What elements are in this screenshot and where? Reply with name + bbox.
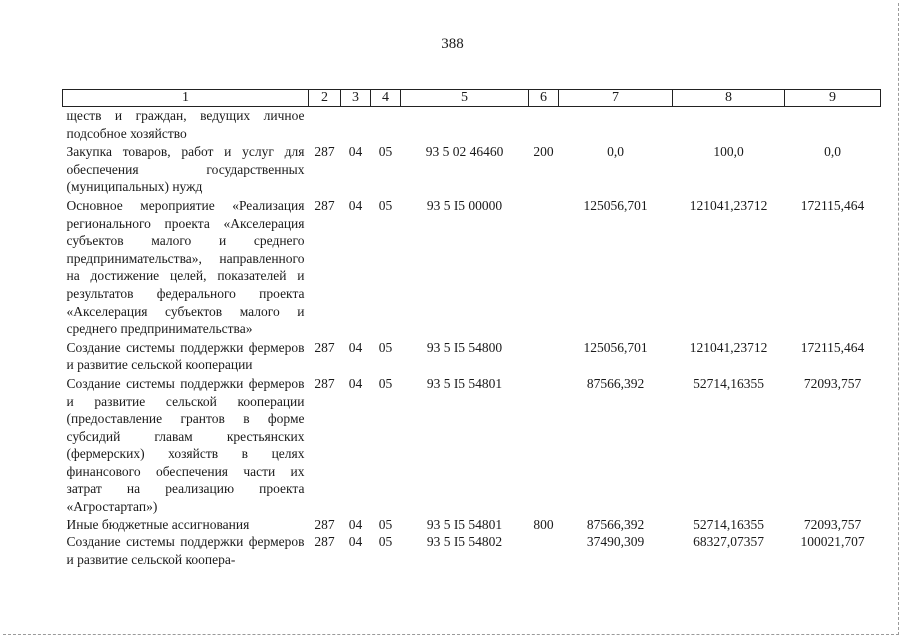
column-header: 8 — [673, 90, 785, 107]
cell-value-2: 121041,23712 — [689, 339, 768, 355]
cell-value-3: 0,0 — [824, 144, 841, 160]
cell-value-3 — [785, 107, 881, 143]
cell-value-3: 72093,757 — [803, 375, 862, 391]
cell-type — [529, 196, 559, 338]
table-row — [63, 107, 881, 143]
cell-target: 93 5 02 46460 — [425, 144, 504, 160]
cell-value-2: 52714,16355 — [693, 516, 764, 532]
cell-value-2: 121041,23712 — [689, 197, 768, 213]
cell-subsection: 05 — [378, 339, 393, 355]
cell-section: 04 — [348, 144, 363, 160]
cell-code: 287 — [314, 144, 335, 160]
cell-subsection: 05 — [378, 516, 393, 532]
cell-section: 04 — [348, 197, 363, 213]
cell-value-2: 52714,16355 — [693, 375, 764, 391]
cell-section: 04 — [348, 375, 363, 391]
cell-target: 93 5 I5 00000 — [426, 197, 503, 213]
cell-value-3: 172115,464 — [800, 339, 865, 355]
table-row — [63, 533, 881, 568]
cell-type: 800 — [533, 516, 554, 532]
cell-target: 93 5 I5 54801 — [426, 375, 503, 391]
table-row — [63, 374, 881, 516]
column-header: 1 — [63, 90, 309, 107]
cell-subsection: 05 — [378, 534, 393, 550]
budget-table — [62, 89, 881, 568]
column-header: 5 — [401, 90, 529, 107]
cell-target: 93 5 I5 54800 — [426, 339, 503, 355]
cell-subsection: 05 — [378, 197, 393, 213]
column-header: 7 — [559, 90, 673, 107]
column-header: 9 — [785, 90, 881, 107]
cell-value-1: 125056,701 — [583, 339, 648, 355]
column-header: 3 — [341, 90, 371, 107]
cell-value-1: 125056,701 — [583, 197, 648, 213]
cell-code: 287 — [314, 375, 335, 391]
table-row — [63, 142, 881, 196]
table-header-row — [63, 90, 881, 107]
row-description: Иные бюджетные ассигнования — [66, 516, 250, 532]
cell-type — [529, 374, 559, 516]
cell-target: 93 5 I5 54801 — [426, 516, 503, 532]
cell-section: 04 — [348, 339, 363, 355]
table-row — [63, 338, 881, 374]
cell-value-1: 87566,392 — [586, 516, 645, 532]
cell-code: 287 — [314, 534, 335, 550]
cell-type — [529, 107, 559, 143]
cell-value-3: 172115,464 — [800, 197, 865, 213]
cell-subsection — [371, 107, 401, 143]
row-description: Создание системы поддержки фермеров и развитие сельской коопера- — [66, 534, 305, 567]
page-number: 388 — [441, 36, 464, 52]
row-description: Создание системы поддержки фермеров и развитие сельской кооперации — [66, 339, 305, 373]
column-header: 4 — [371, 90, 401, 107]
cell-value-2 — [673, 107, 785, 143]
cell-value-1: 0,0 — [607, 144, 624, 160]
cell-value-1 — [559, 107, 673, 143]
table-row — [63, 516, 881, 534]
cell-code: 287 — [314, 197, 335, 213]
cell-target — [401, 107, 529, 143]
cell-code — [309, 107, 341, 143]
cell-type: 200 — [533, 144, 554, 160]
cell-section — [341, 107, 371, 143]
cell-value-2: 100,0 — [713, 144, 744, 160]
cell-subsection: 05 — [378, 375, 393, 391]
cell-section: 04 — [348, 516, 363, 532]
cell-value-1: 37490,309 — [586, 534, 645, 550]
cell-value-3: 100021,707 — [800, 534, 865, 550]
row-description: Основное мероприятие «Реализация регионального проекта «Акселерация субъектов малого и среднего предпринимательства», направленного на достижение целей, показателей и результатов федерального проекта «Акселерация субъектов малого и среднего предпринимательства» — [66, 197, 305, 337]
cell-value-1: 87566,392 — [586, 375, 645, 391]
row-description: ществ и граждан, ведущих личное подсобное хозяйство — [66, 108, 305, 141]
cell-value-3: 72093,757 — [803, 516, 862, 532]
cell-value-2: 68327,07357 — [693, 534, 764, 550]
row-description: Создание системы поддержки фермеров и развитие сельской кооперации (предоставление грантов в форме субсидий главам крестьянских (фермерских) хозяйств в целях финансового обеспечения части их затрат на реализацию проекта «Агростартап») — [66, 375, 305, 515]
column-header: 6 — [529, 90, 559, 107]
cell-code: 287 — [314, 516, 335, 532]
cell-section: 04 — [348, 534, 363, 550]
cell-target: 93 5 I5 54802 — [426, 534, 503, 550]
table-row — [63, 196, 881, 338]
cell-type — [529, 533, 559, 568]
cell-type — [529, 338, 559, 374]
cell-code: 287 — [314, 339, 335, 355]
row-description: Закупка товаров, работ и услуг для обеспечения государственных (муниципальных) нужд — [66, 144, 305, 195]
cell-subsection: 05 — [378, 144, 393, 160]
column-header: 2 — [309, 90, 341, 107]
